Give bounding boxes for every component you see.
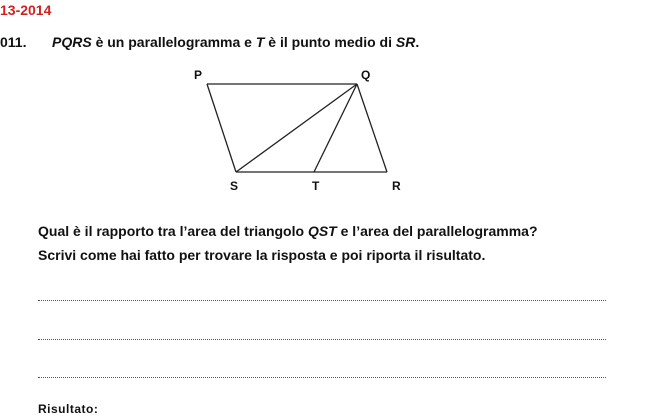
- question-ask-explain: Scrivi come hai fatto per trovare la risposta e poi riporta il risultato.: [38, 247, 486, 263]
- stmt-part-c: T: [255, 34, 265, 50]
- question-ask-ratio: [38, 223, 538, 239]
- stmt-part-b: è un parallelogramma e: [91, 34, 256, 50]
- answer-line-1[interactable]: [38, 300, 606, 301]
- segment-qt: [314, 84, 357, 172]
- vertex-label-p: P: [194, 68, 203, 82]
- ask-part-a: Qual è il rapporto tra l’area del triangolo: [38, 223, 308, 239]
- segment-qs: [236, 84, 357, 172]
- year-header: 13-2014: [0, 2, 52, 18]
- stmt-part-a: PQRS: [52, 34, 92, 50]
- stmt-part-f: .: [415, 34, 420, 50]
- vertex-label-r: R: [392, 179, 401, 193]
- side-sp: [207, 84, 236, 172]
- vertex-label-q: Q: [361, 68, 371, 82]
- side-qr: [357, 84, 387, 172]
- vertex-label-s: S: [230, 179, 239, 193]
- question-number: 011.: [0, 34, 27, 50]
- answer-line-3[interactable]: [38, 377, 606, 378]
- ask-part-c: e l’area del parallelogramma?: [336, 223, 538, 239]
- stmt-part-d: è il punto medio di: [264, 34, 396, 50]
- ask-part-b: QST: [307, 223, 337, 239]
- answer-line-2[interactable]: [38, 339, 606, 340]
- stmt-part-e: SR: [395, 34, 416, 50]
- vertex-label-t: T: [312, 179, 320, 193]
- result-label: Risultato:: [38, 402, 99, 416]
